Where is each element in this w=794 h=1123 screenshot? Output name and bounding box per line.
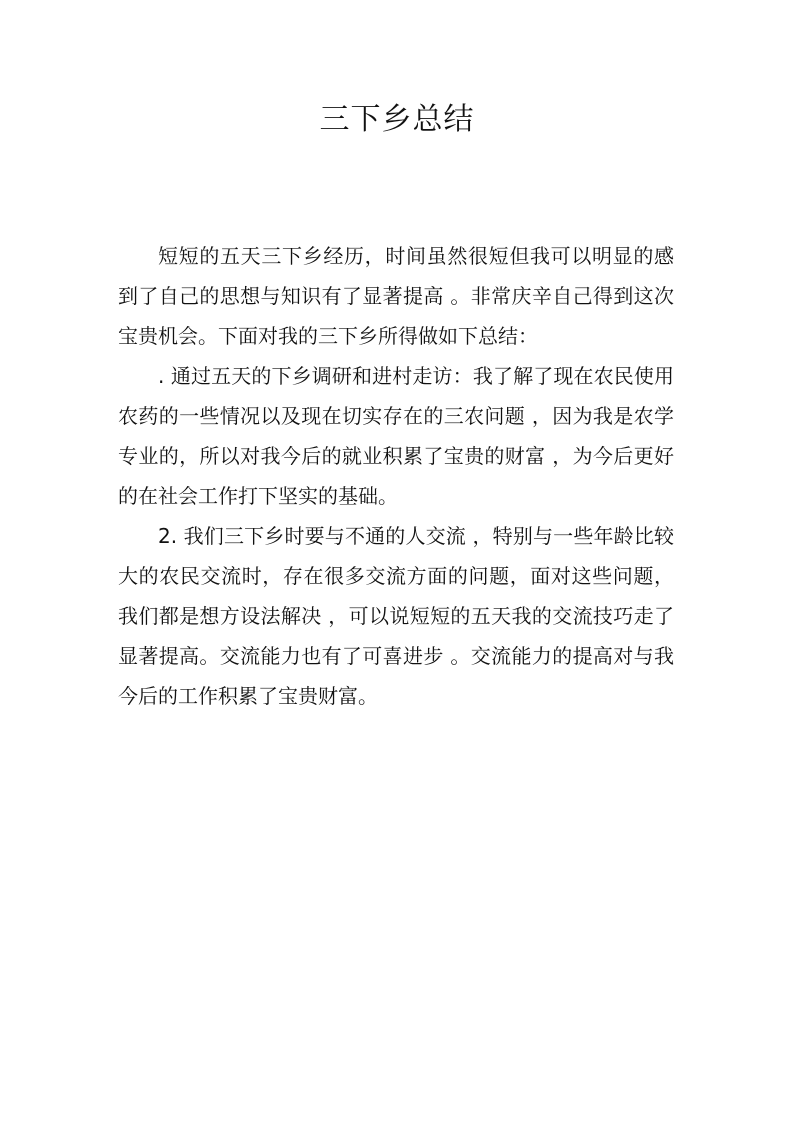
paragraph-point-2: 2. 我们三下乡时要与不通的人交流 ，特别与一些年龄比较大的农民交流时，存在很多交流方面的问题，面对这些问题，我们都是想方设法解决 ，可以说短短的五天我的交流技巧走了显著提高。交流能力也有了可喜进步 。交流能力的提高对与我今后的工作积累了宝贵财富。 xyxy=(118,524,674,708)
document-body xyxy=(118,236,674,716)
paragraph-point-1: . 通过五天的下乡调研和进村走访：我了解了现在农民使用农药的一些情况以及现在切实存在的三农问题 ，因为我是农学专业的，所以对我今后的就业积累了宝贵的财富 ，为今后更好的在社会工作打下坚实的基础。 xyxy=(118,364,674,508)
document-title: 三下乡总结 xyxy=(319,102,475,137)
paragraph-intro: 短短的五天三下乡经历，时间虽然很短但我可以明显的感到了自己的思想与知识有了显著提高 。非常庆辛自己得到这次宝贵机会。下面对我的三下乡所得做如下总结： xyxy=(118,244,674,348)
